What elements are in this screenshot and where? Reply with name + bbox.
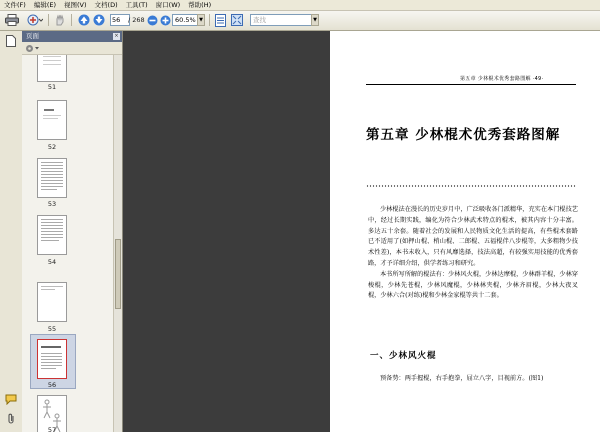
thumbnail-page-56[interactable] <box>37 339 67 379</box>
menu-file[interactable]: 文件(F) <box>4 1 26 9</box>
menu-edit[interactable]: 编辑(E) <box>33 1 56 9</box>
header-rule <box>366 84 576 85</box>
toolbar-separator <box>71 14 72 26</box>
menu-bar <box>0 0 600 11</box>
menu-document[interactable]: 文档(D) <box>94 1 118 9</box>
hand-tool-icon[interactable] <box>53 13 67 27</box>
toolbar-separator <box>209 14 210 26</box>
zoom-in-icon[interactable] <box>159 13 171 27</box>
thumbnail-label: 51 <box>47 83 57 91</box>
toolbar <box>0 11 600 31</box>
pages-nav-icon[interactable] <box>5 35 17 47</box>
menu-view[interactable]: 视图(V) <box>64 1 87 9</box>
thumbnail-label: 56 <box>47 381 57 389</box>
paragraph: 本书所写所解的棍法有：少林风火棍，少林达摩棍，少林群羊棍，少林穿梭棍，少林先苍棍，少林风魔棍，少林林夹棍，少林齐眉棍，少林大夜叉棍，少林六合(对练)棍和少林金家棍等共十二套。 <box>368 270 578 300</box>
thumbnail-page-55[interactable] <box>37 282 67 322</box>
search-input[interactable]: 查找 <box>250 14 312 26</box>
menu-help[interactable]: 帮助(H) <box>188 1 212 9</box>
thumbnail-label: 55 <box>47 325 57 333</box>
document-canvas <box>123 31 600 432</box>
previous-page-icon[interactable] <box>77 13 90 27</box>
page-total: / 268 <box>128 16 145 24</box>
pages-panel-title: 页面 <box>26 32 39 40</box>
section-heading: 一、少林风火棍 <box>370 351 437 361</box>
menu-tools[interactable]: 工具(T) <box>125 1 148 9</box>
running-head: 第五章 少林棍术优秀套路图解 ·49· <box>460 76 544 82</box>
thumbnail-page-52[interactable] <box>37 100 67 140</box>
thumbnail-page-53[interactable] <box>37 158 67 198</box>
full-screen-icon[interactable] <box>230 13 244 27</box>
thumbnail-list <box>22 55 113 432</box>
thumbnail-label: 52 <box>47 143 57 151</box>
menu-window[interactable]: 窗口(W) <box>155 1 181 9</box>
zoom-out-icon[interactable] <box>146 13 158 27</box>
pages-panel-header <box>22 31 122 42</box>
body-text <box>368 205 578 302</box>
thumbnail-page-54[interactable] <box>37 215 67 255</box>
next-page-icon[interactable] <box>92 13 105 27</box>
thumbnail-page-51[interactable] <box>37 55 67 82</box>
scrollbar-thumb[interactable] <box>115 239 121 309</box>
attachments-nav-icon[interactable] <box>5 413 17 425</box>
toolbar-separator <box>48 14 49 26</box>
fit-page-icon[interactable] <box>213 13 227 27</box>
thumbnail-label: 57 <box>47 426 57 432</box>
search-dropdown-chevron-icon[interactable]: ▼ <box>311 14 319 26</box>
thumbnail-label: 54 <box>47 258 57 266</box>
options-gear-icon[interactable] <box>25 44 39 55</box>
page-number-input[interactable]: 56 <box>110 14 130 26</box>
close-panel-icon[interactable]: × <box>114 33 119 39</box>
pages-panel-options <box>22 42 122 55</box>
zoom-dropdown-chevron-icon[interactable]: ▼ <box>197 14 205 26</box>
email-icon[interactable] <box>26 13 44 27</box>
comments-nav-icon[interactable] <box>5 393 17 405</box>
print-icon[interactable] <box>4 13 20 27</box>
chapter-title: 第五章 少林棍术优秀套路图解 <box>366 127 561 143</box>
zoom-level-input[interactable]: 60.5% <box>172 14 200 26</box>
thumbnail-scrollbar[interactable] <box>113 55 122 432</box>
thumbnail-label: 53 <box>47 200 57 208</box>
dotted-divider <box>366 185 576 187</box>
pages-panel <box>22 31 123 432</box>
body-line: 预备势：两手握棍，右手抱拳，屈立八字，目视前方。(图1) <box>380 375 544 382</box>
document-page <box>330 31 600 432</box>
navigation-strip <box>0 31 23 432</box>
paragraph: 少林棍法在漫长的历史岁月中，广泛吸收各门派精华，充实在本门棍技艺中，经过长期实践，编化为符合少林武术特点的棍术，被其内容十分丰富。多达五十余套。随着社会的发展和人民物质文化生活的提高，有些棍术套路已不适用了(如押山棍、梢山棍、二郎棍、五福棍伴八步棍等，大多粗物少技术性差)，本书未收入，只有风靡选择，技法高超，有较强实用技能的优秀套路，才予详细介绍，供学者练习和研究。 <box>368 206 578 267</box>
